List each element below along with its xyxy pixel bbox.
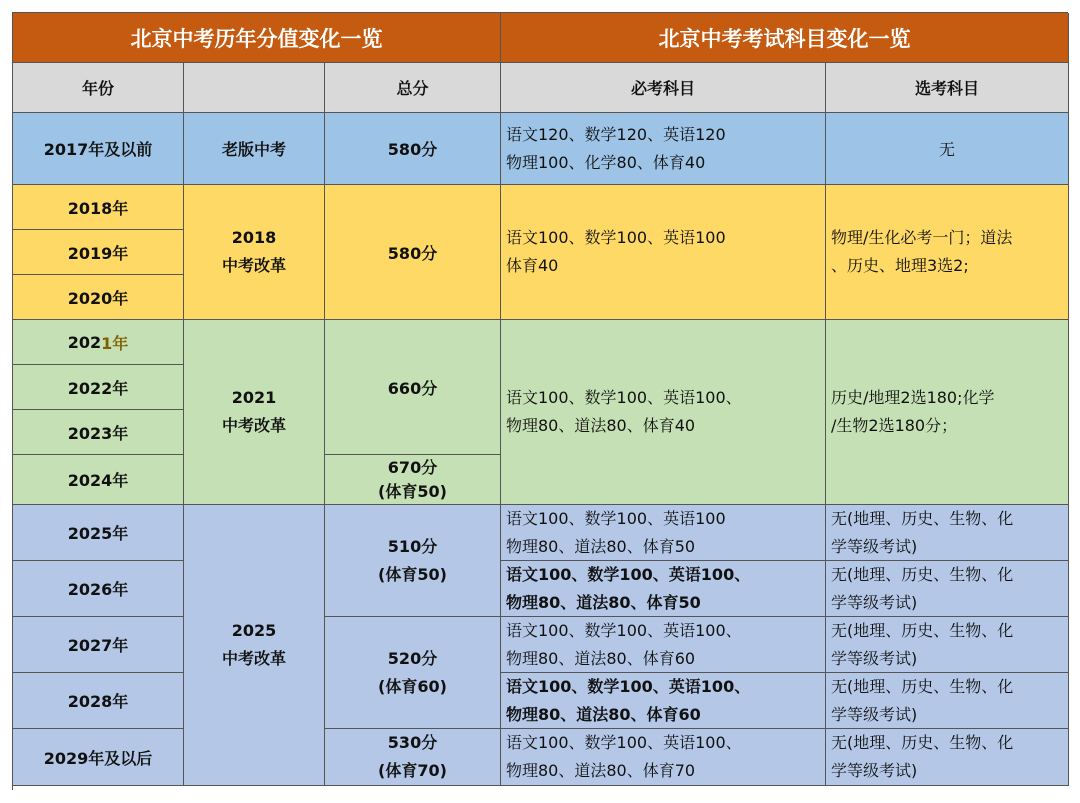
required-2029-line-2: 物理80、道法80、体育70 bbox=[506, 761, 696, 780]
total-2029 bbox=[325, 729, 501, 786]
title-subject-changes-text: 北京中考考试科目变化一览 bbox=[658, 26, 911, 51]
year-2026: 2026年 bbox=[13, 561, 184, 617]
elective-2029-line-1: 无(地理、历史、生物、化 bbox=[831, 733, 1014, 752]
required-2026 bbox=[501, 561, 826, 617]
required-2017-line-1: 语文120、数学120、英语120 bbox=[506, 124, 726, 144]
title-subject-changes bbox=[501, 13, 1069, 63]
elective-2018 bbox=[826, 185, 1069, 320]
elective-2028-line-2: 学等级考试) bbox=[831, 704, 918, 724]
elective-2027-line-2: 学等级考试) bbox=[831, 648, 918, 668]
required-2018 bbox=[501, 185, 826, 320]
header-elective: 选考科目 bbox=[826, 63, 1069, 113]
elective-2025 bbox=[826, 505, 1069, 561]
era-label-2025 bbox=[184, 505, 325, 786]
year-2018: 2018年 bbox=[13, 185, 184, 230]
total-2024-line-2: (体育50) bbox=[378, 481, 447, 501]
required-2026-line-1: 语文100、数学100、英语100、 bbox=[506, 564, 751, 584]
elective-2018-line-1: 物理/生化必考一门；道法 bbox=[831, 228, 1013, 247]
year-2022: 2022年 bbox=[13, 365, 184, 410]
required-2026-line-2: 物理80、道法80、体育50 bbox=[506, 592, 701, 612]
era-label-old: 老版中考 bbox=[184, 113, 325, 185]
year-2027: 2027年 bbox=[13, 617, 184, 673]
year-2023: 2023年 bbox=[13, 410, 184, 455]
required-2021 bbox=[501, 320, 826, 505]
required-2027-line-1: 语文100、数学100、英语100、 bbox=[506, 620, 742, 640]
elective-2029 bbox=[826, 729, 1069, 786]
total-2024 bbox=[325, 455, 501, 505]
era-2018-label-line-1: 2018 bbox=[231, 228, 277, 247]
year-2017-and-before: 2017年及以前 bbox=[13, 113, 184, 185]
required-2017 bbox=[501, 113, 826, 185]
title-score-changes-text: 北京中考历年分值变化一览 bbox=[130, 26, 383, 51]
total-2029-line-1: 530分 bbox=[387, 733, 438, 752]
required-2025-line-2: 物理80、道法80、体育50 bbox=[506, 536, 696, 556]
era-label-2021 bbox=[184, 320, 325, 505]
total-2025-line-2: (体育50) bbox=[378, 564, 447, 584]
elective-2028 bbox=[826, 673, 1069, 729]
year-2028: 2028年 bbox=[13, 673, 184, 729]
total-2029-line-2: (体育70) bbox=[378, 761, 447, 780]
required-2021-line-2: 物理80、道法80、体育40 bbox=[506, 416, 696, 435]
era-2018-label-line-2: 中考改革 bbox=[221, 256, 286, 275]
required-2029 bbox=[501, 729, 826, 786]
elective-2028-line-1: 无(地理、历史、生物、化 bbox=[831, 676, 1014, 696]
era-2025-label-line-2: 中考改革 bbox=[221, 649, 286, 668]
era-2025-label-line-1: 2025 bbox=[231, 621, 277, 640]
elective-2029-line-2: 学等级考试) bbox=[831, 761, 918, 780]
elective-2026 bbox=[826, 561, 1069, 617]
era-label-2018 bbox=[184, 185, 325, 320]
year-2021 bbox=[13, 320, 184, 365]
era-2021-label-line-1: 2021 bbox=[231, 388, 277, 407]
total-2027-2028 bbox=[325, 617, 501, 729]
total-2021-2023: 660分 bbox=[325, 320, 501, 455]
elective-2021 bbox=[826, 320, 1069, 505]
required-2028-line-2: 物理80、道法80、体育60 bbox=[506, 704, 701, 724]
required-2021-line-1: 语文100、数学100、英语100、 bbox=[506, 388, 742, 407]
title-score-changes bbox=[13, 13, 501, 63]
required-2025-line-1: 语文100、数学100、英语100 bbox=[506, 508, 726, 528]
elective-2025-line-1: 无(地理、历史、生物、化 bbox=[831, 508, 1014, 528]
elective-2025-line-2: 学等级考试) bbox=[831, 536, 918, 556]
required-2027 bbox=[501, 617, 826, 673]
elective-2021-line-2: /生物2选180分； bbox=[831, 416, 958, 435]
year-2021-suffix: 1年 bbox=[101, 333, 129, 353]
total-2027-line-1: 520分 bbox=[387, 648, 438, 668]
required-2028-line-1: 语文100、数学100、英语100、 bbox=[506, 676, 751, 696]
total-2018: 580分 bbox=[325, 185, 501, 320]
header-year: 年份 bbox=[13, 63, 184, 113]
year-2020: 2020年 bbox=[13, 275, 184, 320]
year-2019: 2019年 bbox=[13, 230, 184, 275]
required-2018-line-1: 语文100、数学100、英语100 bbox=[506, 228, 726, 247]
required-2027-line-2: 物理80、道法80、体育60 bbox=[506, 648, 696, 668]
required-2018-line-2: 体育40 bbox=[506, 256, 559, 275]
elective-2026-line-1: 无(地理、历史、生物、化 bbox=[831, 564, 1014, 584]
required-2028 bbox=[501, 673, 826, 729]
score-change-table bbox=[12, 12, 1068, 790]
year-2029-and-after: 2029年及以后 bbox=[13, 729, 184, 786]
elective-2027-line-1: 无(地理、历史、生物、化 bbox=[831, 620, 1014, 640]
elective-2021-line-1: 历史/地理2选180;化学 bbox=[831, 388, 995, 407]
total-2025-2026 bbox=[325, 505, 501, 617]
elective-2027 bbox=[826, 617, 1069, 673]
year-2021-prefix: 202 bbox=[67, 332, 102, 352]
total-2027-line-2: (体育60) bbox=[378, 676, 447, 696]
elective-2017: 无 bbox=[826, 113, 1069, 185]
year-2025: 2025年 bbox=[13, 505, 184, 561]
required-2029-line-1: 语文100、数学100、英语100、 bbox=[506, 733, 742, 752]
required-2025 bbox=[501, 505, 826, 561]
total-2025-line-1: 510分 bbox=[387, 536, 438, 556]
era-2021-label-line-2: 中考改革 bbox=[221, 416, 286, 435]
header-required: 必考科目 bbox=[501, 63, 826, 113]
header-total: 总分 bbox=[325, 63, 501, 113]
total-2024-line-1: 670分 bbox=[387, 457, 438, 477]
header-blank bbox=[184, 63, 325, 113]
elective-2026-line-2: 学等级考试) bbox=[831, 592, 918, 612]
year-2024: 2024年 bbox=[13, 455, 184, 505]
required-2017-line-2: 物理100、化学80、体育40 bbox=[506, 152, 706, 172]
total-2017: 580分 bbox=[325, 113, 501, 185]
elective-2018-line-2: 、历史、地理3选2; bbox=[831, 256, 969, 275]
